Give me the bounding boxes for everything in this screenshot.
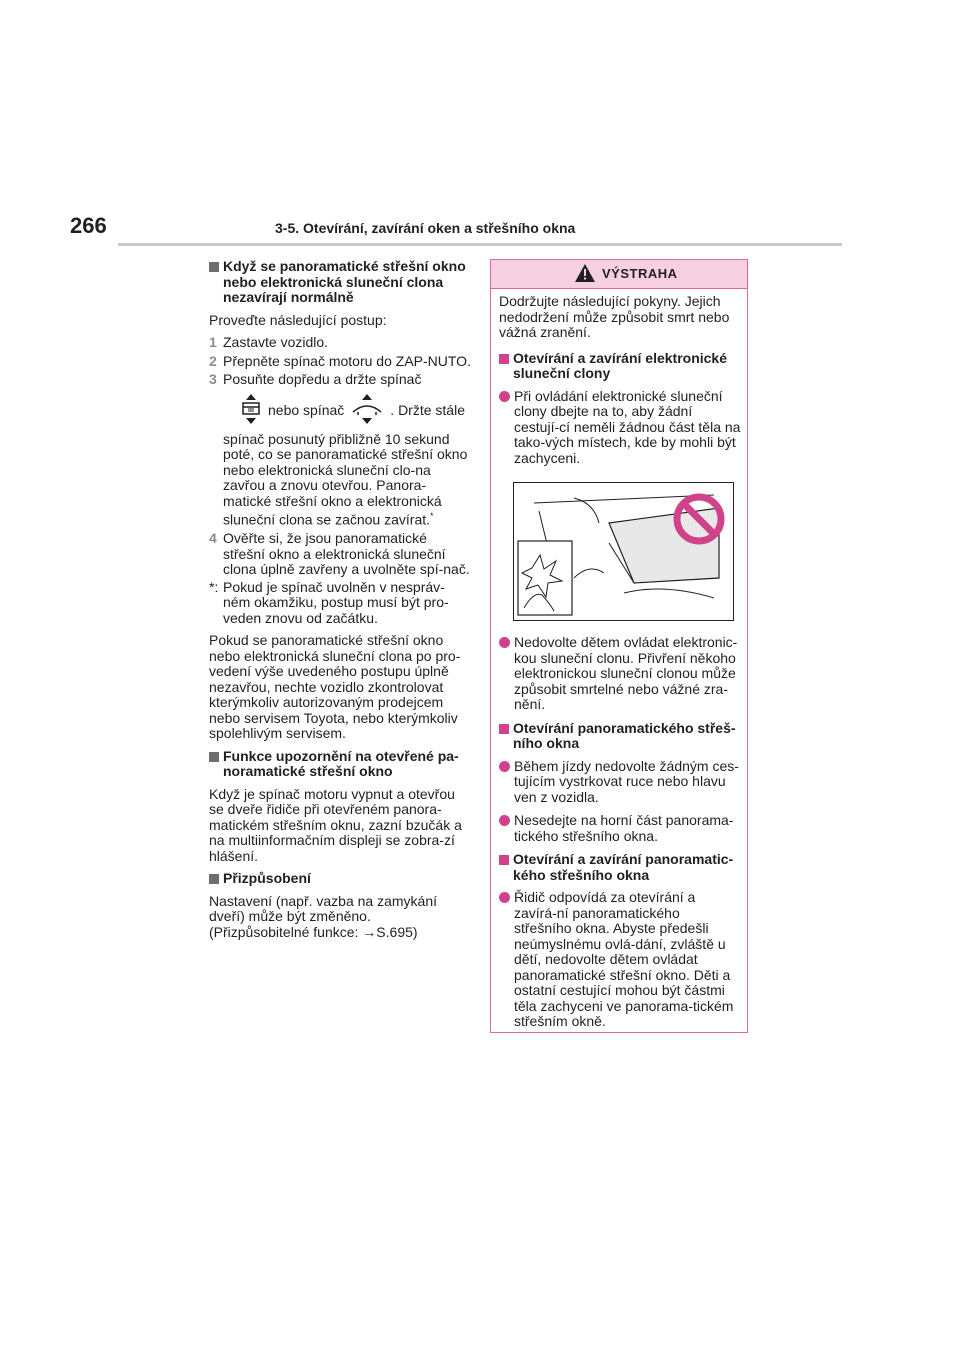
round-bullet-icon (499, 815, 510, 826)
round-bullet-icon (499, 761, 510, 772)
bullet-text: Řidič odpovídá za otevírání a zavírá-ní panoramatického střešního okna. Abyste předešli neúmyslnému ovlá-dání, zvláště u dětí, nedovolte dětem ovládat panoramatické střešní okno. Děti a ostatní cestující mohou být částmi těla zachyceni ve panorama-tickém střešním okně. (514, 889, 734, 1029)
page-number: 266 (70, 213, 107, 238)
bullet-text: Nedovolte dětem ovládat elektronic-kou sluneční clonu. Přivření někoho elektronickou sluneční clonou může způsobit smrtelné nebo vážné zra-nění. (514, 634, 738, 712)
step-text: Posuňte dopředu a držte spínač (223, 371, 422, 387)
warning-heading (499, 351, 741, 382)
header-rule (118, 243, 842, 246)
warning-intro: Dodržujte následující pokyny. Jejich nedodržení může způsobit smrt nebo vážná zranění. (499, 293, 730, 340)
square-bullet-icon (499, 354, 509, 364)
step-text: Přepněte spínač motoru do ZAP-NUTO. (223, 352, 471, 369)
square-bullet-icon (209, 752, 219, 762)
bullet-text: Nesedejte na horní část panorama-tického střešního okna. (514, 812, 734, 844)
footnote (209, 580, 471, 627)
warning-heading (499, 852, 741, 883)
step-continuation (209, 432, 471, 529)
warning-bullet (499, 635, 741, 713)
square-bullet-icon (209, 262, 219, 272)
section-title: Když se panoramatické střešní okno nebo elektronická sluneční clona nezavírají normálně (223, 258, 466, 305)
round-bullet-icon (499, 391, 510, 402)
square-bullet-icon (499, 855, 509, 865)
warning-box (490, 259, 748, 1033)
switch-icons-row (240, 396, 471, 426)
warning-title: VÝSTRAHA (602, 266, 678, 281)
section-heading (209, 749, 471, 780)
left-column (209, 259, 471, 947)
roof-switch-icon (350, 394, 384, 428)
footnote-star: * (430, 511, 434, 521)
step (209, 335, 471, 351)
warning-heading-text: Otevírání a zavírání panoramatic-kého střešního okna (513, 851, 734, 883)
step-text: spínač posunutý přibližně 10 sekund poté, co se panoramatické střešní okno nebo elektronická sluneční clo-na zavřou a znovu otevřou. Panora-matické střešní okno a elektronická sluneční clona se začnou zavírat. (223, 430, 468, 528)
step-text: Zastavte vozidlo. (223, 334, 329, 350)
step (209, 372, 471, 388)
warning-body (491, 289, 747, 1030)
step (209, 531, 471, 578)
bullet-text: Během jízdy nedovolte žádným ces-tujícím vystrkovat ruce nebo hlavu ven z vozidla. (514, 757, 739, 805)
warning-bullet (499, 389, 741, 467)
sunshade-switch-icon (240, 394, 262, 428)
paragraph: Pokud se panoramatické střešní okno nebo elektronická sluneční clona po pro-vedení výše uvedeného postupu úplně nezavřou, nechte vozidlo zkontrolovat kterýmkoliv autorizovaným prodejcem nebo servisem Toyota, nebo kterýmkoliv spolehlivým servisem. (209, 632, 461, 742)
round-bullet-icon (499, 637, 510, 648)
chapter-title: 3-5. Otevírání, zavírání oken a střešního okna (275, 220, 576, 236)
step-number: 3 (209, 371, 217, 387)
sunshade-pinch-illustration (513, 482, 734, 621)
step-text: Ověřte si, že jsou panoramatické střešní okno a elektronická sluneční clona úplně zavřeny a uvolněte spí-nač. (223, 530, 470, 578)
warning-heading (499, 721, 741, 752)
warning-heading-text: Otevírání a zavírání elektronické sluneční clony (513, 349, 727, 381)
paragraph: Když je spínač motoru vypnut a otevřou se dveře řidiče při otevřeném panora-matickém střešním oknu, zazní bzučák a na multiinformačním displeji se zobra-zí hlášení. (209, 785, 462, 864)
step-text-hold: . Držte stále (390, 401, 465, 418)
round-bullet-icon (499, 892, 510, 903)
square-bullet-icon (499, 724, 509, 734)
footnote-mark: *: (209, 578, 219, 595)
step (209, 354, 471, 370)
square-bullet-icon (209, 874, 219, 884)
warning-bullet (499, 890, 741, 1030)
warning-triangle-icon (575, 264, 595, 286)
step-number: 2 (209, 352, 217, 369)
step-text-or: nebo spínač (268, 401, 345, 418)
step-number: 4 (209, 530, 217, 547)
step-number: 1 (209, 334, 217, 350)
footnote-text: Pokud je spínač uvolněn v nespráv-ném okamžiku, postup musí být pro-veden znovu od začátku. (223, 578, 449, 626)
intro-text: Proveďte následující postup: (209, 311, 387, 328)
section-heading (209, 259, 471, 306)
warning-bullet (499, 813, 741, 844)
section-heading (209, 871, 471, 887)
warning-bullet (499, 759, 741, 806)
warning-header (491, 260, 747, 289)
section-title: Přizpůsobení (223, 870, 311, 887)
bullet-text: Při ovládání elektronické sluneční clony dbejte na to, aby žádní cestují-cí neměli žádnou část těla na tako-vých místech, kde by mohli být zachyceni. (514, 387, 741, 466)
paragraph: Nastavení (např. vazba na zamykání dveří) může být změněno. (Přizpůsobitelné funkce: →S.695) (209, 892, 438, 940)
section-title: Funkce upozornění na otevřené pa-noramatické střešní okno (223, 747, 459, 780)
warning-heading-text: Otevírání panoramatického střeš-ního okna (513, 719, 736, 751)
